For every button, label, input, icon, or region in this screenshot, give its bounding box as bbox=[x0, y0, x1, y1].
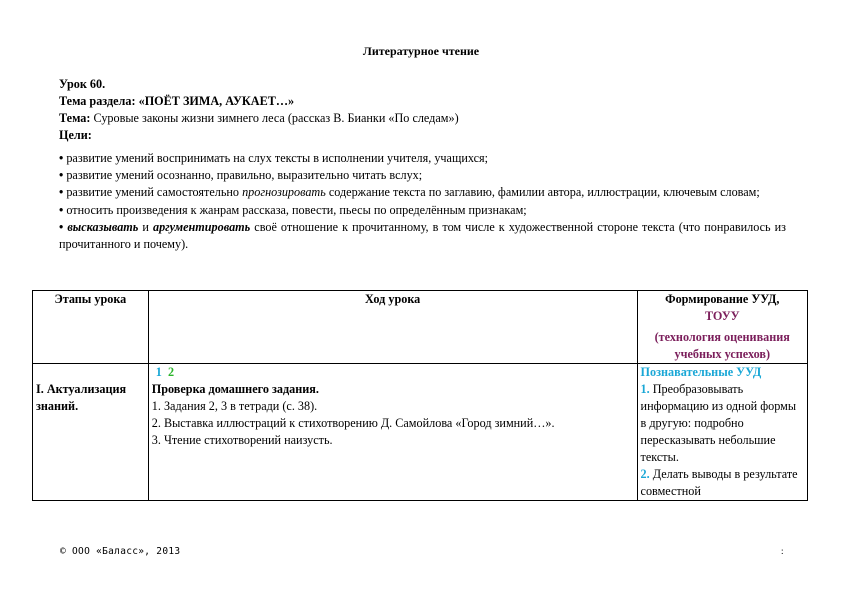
uud-title: Познавательные УУД bbox=[640, 365, 762, 379]
header-touu-desc: (технология оценивания учебных успехов) bbox=[654, 330, 790, 361]
bullet-icon: • bbox=[59, 151, 64, 165]
goals-label: Цели: bbox=[59, 128, 92, 142]
homework-heading: Проверка домашнего задания. bbox=[151, 382, 319, 396]
uud-item: 1. Преобразовывать информацию из одной формы в другую: подробно пересказывать небольшие тексты. bbox=[640, 382, 797, 464]
goal-item: • развитие умений осознанно, правильно, выразительно читать вслух; bbox=[59, 168, 423, 183]
uud-cell bbox=[637, 364, 807, 501]
list-item: 1. Задания 2, 3 в тетради (с. 38). bbox=[151, 399, 318, 413]
stage-cell: I. Актуализация знаний. bbox=[33, 364, 149, 501]
topic-line: Тема: Суровые законы жизни зимнего леса (рассказ В. Бианки «По следам») bbox=[59, 111, 459, 125]
corner-mark: : bbox=[781, 546, 784, 556]
document-title: Литературное чтение bbox=[362, 44, 480, 58]
goal-item: • высказывать и аргументировать своё отношение к прочитанному, в том числе к художественной стороне текста (что понравилось из прочитанного и почему). bbox=[59, 219, 786, 252]
slide-numbers: 1 2 bbox=[155, 365, 175, 379]
list-item: 3. Чтение стихотворений наизусть. bbox=[151, 433, 333, 447]
bullet-icon: • bbox=[59, 202, 64, 217]
goal-item: • относить произведения к жанрам рассказа, повести, пьесы по определённым признакам; bbox=[59, 202, 527, 217]
uud-item: 2. Делать выводы в результате совместной bbox=[640, 467, 798, 498]
table-header-row bbox=[33, 291, 808, 364]
list-item: 2. Выставка иллюстраций к стихотворению Д. Самойлова «Город зимний…». bbox=[151, 416, 555, 430]
header-course: Ход урока bbox=[148, 291, 637, 364]
bullet-icon: • bbox=[59, 185, 64, 200]
bullet-icon: • bbox=[59, 168, 64, 183]
section-line: Тема раздела: «ПОЁТ ЗИМА, АУКАЕТ…» bbox=[59, 94, 295, 108]
copyright-footer: © ООО «Баласс», 2013 bbox=[60, 546, 181, 557]
goal-item: • развитие умений самостоятельно прогнозировать содержание текста по заглавию, фамилии автора, иллюстрации, ключевым словам; bbox=[59, 185, 760, 200]
header-stage: Этапы урока bbox=[33, 291, 149, 364]
goals-list bbox=[59, 150, 786, 253]
table-row bbox=[33, 364, 808, 501]
header-touu: ТОУУ bbox=[704, 309, 740, 323]
header-uud: Формирование УУД, ТОУУ (технология оценивания учебных успехов) bbox=[637, 291, 807, 364]
goal-item: • развитие умений воспринимать на слух тексты в исполнении учителя, учащихся; bbox=[59, 151, 488, 165]
lesson-number: Урок 60. bbox=[59, 77, 106, 91]
lesson-table bbox=[32, 290, 808, 501]
bullet-icon: • bbox=[59, 219, 64, 234]
lesson-header bbox=[59, 76, 786, 144]
course-cell bbox=[148, 364, 637, 501]
